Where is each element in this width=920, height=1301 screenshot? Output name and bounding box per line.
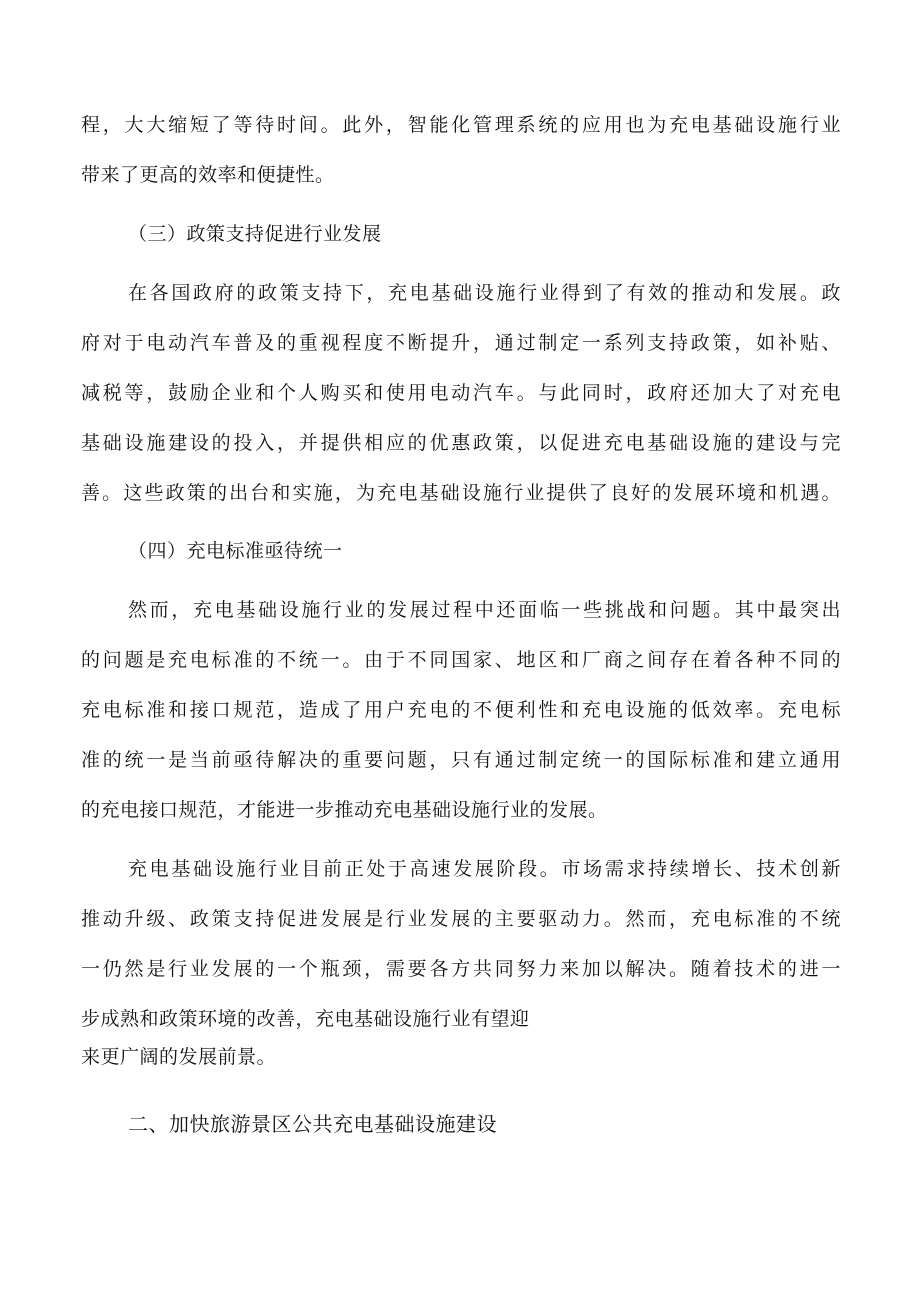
body-line: 府对于电动汽车普及的重视程度不断提升，通过制定一系列支持政策，如补贴、 (81, 332, 841, 354)
body-line: 来更广阔的发展前景。 (81, 1046, 277, 1068)
body-line: 善。这些政策的出台和实施，为充电基础设施行业提供了良好的发展环境和机遇。 (81, 482, 841, 504)
body-line: 的充电接口规范，才能进一步推动充电基础设施行业的发展。 (81, 799, 608, 821)
body-line: 在各国政府的政策支持下，充电基础设施行业得到了有效的推动和发展。政 (128, 282, 841, 304)
body-line: 然而，充电基础设施行业的发展过程中还面临一些挑战和问题。其中最突出 (128, 599, 841, 621)
body-line: 基础设施建设的投入，并提供相应的优惠政策，以促进充电基础设施的建设与完 (81, 432, 841, 454)
body-line: 带来了更高的效率和便捷性。 (81, 164, 335, 186)
body-line: 减税等，鼓励企业和个人购买和使用电动汽车。与此同时，政府还加大了对充电 (81, 382, 841, 404)
section-heading: （三）政策支持促进行业发展 (128, 223, 382, 245)
body-line: 充电基础设施行业目前正处于高速发展阶段。市场需求持续增长、技术创新 (128, 858, 841, 880)
body-line: 的问题是充电标准的不统一。由于不同国家、地区和厂商之间存在着各种不同的 (81, 649, 841, 671)
body-line: 步成熟和政策环境的改善，充电基础设施行业有望迎 (81, 1008, 530, 1030)
body-line: 充电标准和接口规范，造成了用户充电的不便利性和充电设施的低效率。充电标 (81, 699, 841, 721)
body-line: 一仍然是行业发展的一个瓶颈，需要各方共同努力来加以解决。随着技术的进一 (81, 958, 841, 980)
body-line: 推动升级、政策支持促进发展是行业发展的主要驱动力。然而，充电标准的不统 (81, 908, 841, 930)
body-line: 程，大大缩短了等待时间。此外，智能化管理系统的应用也为充电基础设施行业 (81, 114, 841, 136)
chapter-heading: 二、加快旅游景区公共充电基础设施建设 (128, 1112, 497, 1136)
section-heading: （四）充电标准亟待统一 (128, 540, 343, 562)
body-line: 准的统一是当前亟待解决的重要问题，只有通过制定统一的国际标准和建立通用 (81, 749, 841, 771)
